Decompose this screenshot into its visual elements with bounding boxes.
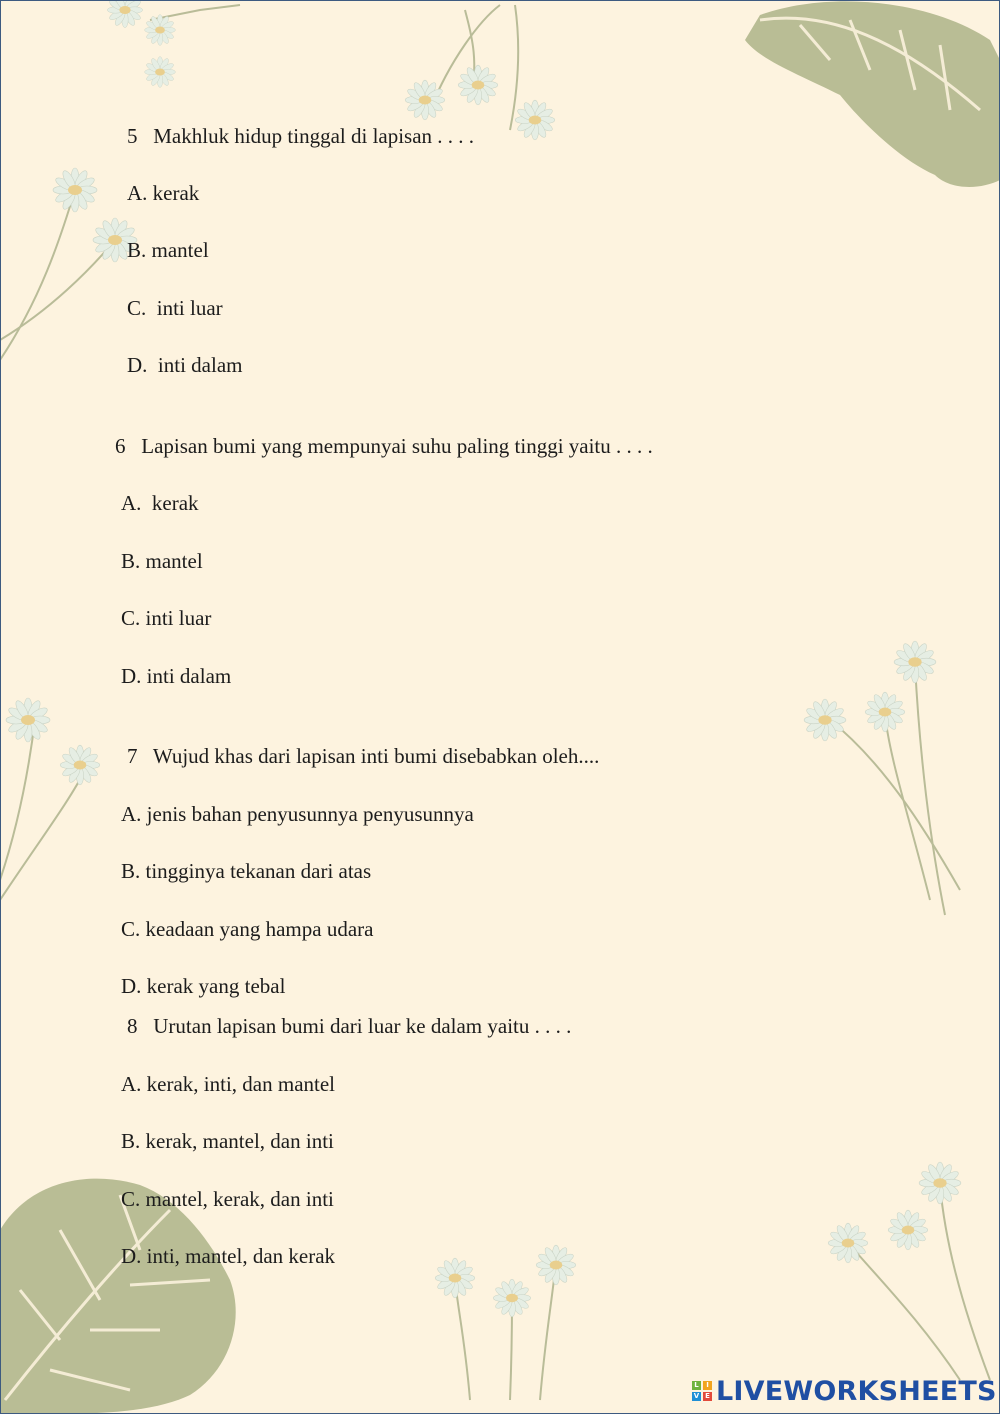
question-8-text: 8 Urutan lapisan bumi dari luar ke dalam yaitu . . . . xyxy=(127,1014,572,1038)
question-8-option-c: C. mantel, kerak, dan inti xyxy=(121,1187,334,1211)
question-6-option-a: A. kerak xyxy=(121,491,199,515)
question-7-option-c: C. keadaan yang hampa udara xyxy=(121,917,374,941)
question-6-text: 6 Lapisan bumi yang mempunyai suhu paling tinggi yaitu . . . . xyxy=(115,434,653,458)
question-7-option-b: B. tingginya tekanan dari atas xyxy=(121,859,372,883)
monstera-leaf-bottom-left xyxy=(0,1179,236,1414)
question-5-option-a: A. kerak xyxy=(127,181,200,205)
question-7-option-a: A. jenis bahan penyusunnya penyusunnya xyxy=(121,802,474,826)
monstera-leaf-top-right xyxy=(745,1,1000,187)
question-5-option-d: D. inti dalam xyxy=(127,353,243,377)
question-5-option-c: C. inti luar xyxy=(127,296,223,320)
question-7-text: 7 Wujud khas dari lapisan inti bumi disebabkan oleh.... xyxy=(127,744,600,768)
question-6-option-c: C. inti luar xyxy=(121,606,212,630)
liveworksheets-logo[interactable] xyxy=(692,1376,997,1406)
question-7-option-d: D. kerak yang tebal xyxy=(121,974,286,998)
question-6-option-b: B. mantel xyxy=(121,549,203,573)
logo-wordmark: LIVEWORKSHEETS xyxy=(716,1375,997,1407)
question-8-option-b: B. kerak, mantel, dan inti xyxy=(121,1129,334,1153)
question-6-option-d: D. inti dalam xyxy=(121,664,232,688)
question-8-option-a: A. kerak, inti, dan mantel xyxy=(121,1072,336,1096)
logo-tiles-icon: L I V E xyxy=(692,1381,712,1401)
question-8-option-d: D. inti, mantel, dan kerak xyxy=(121,1244,336,1268)
question-5-text: 5 Makhluk hidup tinggal di lapisan . . . . xyxy=(127,124,475,148)
question-5-option-b: B. mantel xyxy=(127,238,209,262)
